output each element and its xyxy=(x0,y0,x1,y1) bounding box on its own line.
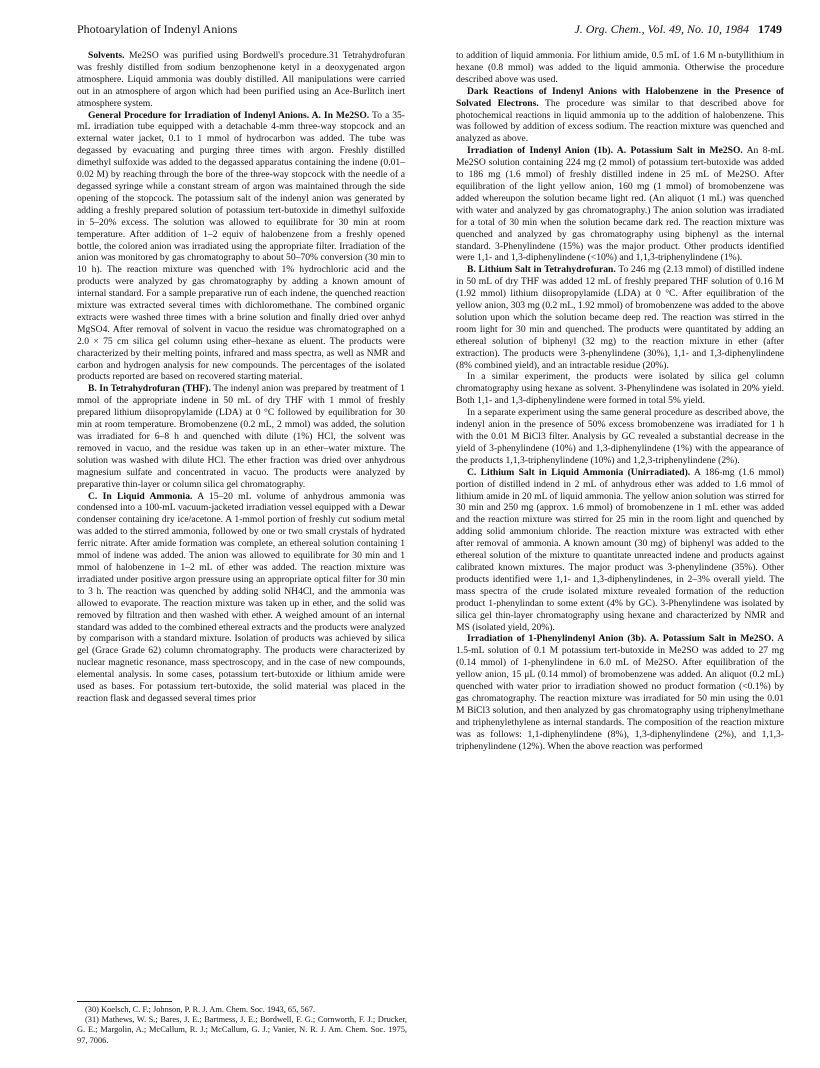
paragraph-heading: B. In Tetrahydrofuran (THF). xyxy=(88,383,211,395)
paragraph-heading: General Procedure for Irradiation of Indenyl Anions. A. In Me2SO. xyxy=(88,109,370,121)
paragraph-heading: Solvents. xyxy=(88,50,125,61)
footnotes xyxy=(77,1005,407,1046)
paragraph xyxy=(456,467,784,634)
footnote-rule xyxy=(77,1001,172,1002)
paragraph-text: In a separate experiment using the same general procedure as described above, the indenyl anion in the presence of 50% excess bromobenzene was irradiated for 1 h with the 0.01 M BiCl3 filter. Analysis by GC revealed a substantial decrease in the yield of 3-phenylindene (10%) and 1,3-diphenylindene (1%) with the appearance of the products 1,1,3-triphenylindene (10%) and 1,2,3-triphenylindene (2%). xyxy=(456,407,784,466)
paragraph-text: To 246 mg (2.13 mmol) of distilled indene in 50 mL of dry THF was added 12 mL of freshly prepared THF solution of 0.16 M (1.92 mmol) lithium diisopropylamide (LDA) at 0 °C. After equilibration of the yellow anion, 303 mg (0.2 mL, 1.92 mmol) of bromobenzene was added to the above solution upon which the solution became deep red. The reaction was stirred in the room light for 30 min and quenched. The products were quantitated by adding an ethereal solution of biphenyl (32 mg) to the reaction mixture in ether (after extraction). The products were 3-phenylindene (30%), 1,1- and 1,3-diphenylindene (8% combined yield), and an intractable residue (20%). xyxy=(456,264,784,371)
journal-info: J. Org. Chem., Vol. 49, No. 10, 1984 xyxy=(574,22,749,36)
paragraph xyxy=(456,50,784,86)
paragraph-heading: C. Lithium Salt in Liquid Ammonia (Unirradiated). xyxy=(467,466,691,478)
paragraph xyxy=(456,145,784,264)
paragraph xyxy=(456,407,784,467)
paragraph-text: An 8-mL Me2SO solution containing 224 mg (2 mmol) of potassium tert-butoxide was added to 186 mg (1.6 mmol) of freshly distilled indene in 25 mL of Me2SO. After equilibration of the light yellow anion, 160 mg (1 mmol) of bromobenzene was added whereupon the solution became light red. (An aliquot (1 mL) was quenched with water and analyzed by gas chromatography.) The anion solution was irradiated for a total of 30 min when the solution became dark red. The reaction mixture was quenched and analyzed by gas chromatography using biphenyl as the internal standard. 3-Phenylindene (15%) was the major product. Other products identified were 1,1- and 1,3-diphenylindene (<10%) and 1,1,3-triphenylindene (1%). xyxy=(456,145,784,264)
paragraph xyxy=(456,371,784,407)
footnote: (30) Koelsch, C. F.; Johnson, P. R. J. Am. Chem. Soc. 1943, 65, 567. xyxy=(85,1005,316,1014)
paragraph-text: To a 35-mL irradiation tube equipped with a detachable 4-mm three-way stopcock and an external water jacket, 0.1 to 1 mmol of hydrocarbon was added. The tube was degassed by evacuating and purging three times with argon. Freshly distilled dimethyl sulfoxide was added to the degassed apparatus containing the indene (0.01–0.02 M) by reaching through the bore of the three-way stopcock with the needle of a degassed syringe while a constant stream of argon was maintained through the side opening of the stopcock. The potassium salt of the indenyl anion was generated by adding a freshly prepared solution of potassium tert-butoxide in dimethyl sulfoxide in 5–20% excess. The solution was allowed to equilibrate for 30 min at room temperature. After addition of 1–2 equiv of halobenzene from a freshly opened bottle, the colored anion was irradiated using the appropriate filter. Irradiation of the anion was monitored by gas chromatography to about 50–70% conversion (30 min to 10 h). The reaction mixture was quenched with 1% hydrochloric acid and the products were analyzed by gas chromatography by adding a known amount of internal standard. For a sample preparative run of each indene, the quenched reaction mixture was extracted several times with dichloromethane. The combined organic extracts were washed three times with a brine solution and finally dried over anhyd MgSO4. After removal of solvent in vacuo the residue was chromatographed on a 2.0 × 75 cm silica gel column using ether–hexane as eluent. The products were characterized by their melting points, infrared and mass spectra, as well as NMR and carbon and hydrogen analysis for new compounds. The percentages of the isolated products reported are based on recovered starting material. xyxy=(77,109,405,383)
paragraph xyxy=(456,86,784,146)
paragraph xyxy=(456,264,784,371)
paragraph-text: to addition of liquid ammonia. For lithium amide, 0.5 mL of 1.6 M n-butyllithium in hexane (0.8 mmol) was added to the liquid ammonia. Otherwise the procedure described above was used. xyxy=(456,50,784,85)
paragraph-text: Me2SO was purified using Bordwell's procedure.31 Tetrahydrofuran was freshly distilled from sodium benzophenone ketyl in a deoxygenated argon atmosphere. Liquid ammonia was doubly distilled. All manipulations were carried out in an atmosphere of argon which had been purified using an Ace-Burlitch inert atmosphere system. xyxy=(77,50,405,109)
footnote: (31) Mathews, W. S.; Bares, J. E.; Bartmess, J. E.; Bordwell, F. G.; Cornworth, F. J.; Drucker, G. E.; Margolin, A.; McCallum, R. J.; McCallum, G. J.; Vanier, N. R. J. Am. Chem. Soc. 1975, 97, 7006. xyxy=(77,1015,407,1045)
paragraph xyxy=(77,491,405,705)
page-number: 1749 xyxy=(758,22,782,36)
paragraph-text: A 15–20 mL volume of anhydrous ammonia was condensed into a 100-mL vacuum-jacketed irradiation vessel equipped with a Dewar condenser containing dry ice/acetone. A 1-mmol portion of freshly cut sodium metal was added to the stirred ammonia, followed by one or two small crystals of hydrated ferric nitrate. After amide formation was complete, an ethereal solution containing 1 mmol of indene was added. The anion was allowed to equilibrate for 30 min and 1 mmol of halobenzene in 1–2 mL of ether was added. The reaction mixture was irradiated under positive argon pressure using an appropriate optical filter for 30 min to 3 h. The reaction was quenched by adding solid NH4Cl, and the ammonia was allowed to evaporate. The reaction mixture was taken up in ether, and the solid was removed by filtration and then washed with ether. A weighed amount of an internal standard was added to the combined ethereal extracts and the products were analyzed by comparison with a standard mixture. Isolation of products was achieved by silica gel (Grace Grade 62) column chromatography. The products were characterized by nuclear magnetic resonance, mass spectroscopy, and in the case of new compounds, elemental analysis. In some cases, potassium tert-butoxide or lithium amide were used as bases. For potassium tert-butoxide, the solid material was placed in the reaction flask and degassed several times prior xyxy=(77,490,406,704)
paragraph-heading: Irradiation of 1-Phenylindenyl Anion (3b). A. Potassium Salt in Me2SO. xyxy=(467,633,774,645)
paragraph xyxy=(77,50,405,110)
paragraph xyxy=(456,633,784,752)
paragraph xyxy=(77,110,405,384)
journal-citation xyxy=(574,22,782,37)
paragraph-text: The procedure was similar to that described above for photochemical reactions in liquid ammonia up to the addition of halobenzene. This was followed by addition of excess sodium. The reaction mixture was quenched and analyzed as above. xyxy=(456,97,784,145)
paragraph-heading: Irradiation of Indenyl Anion (1b). A. Potassium Salt in Me2SO. xyxy=(467,145,743,157)
paragraph-text: The indenyl anion was prepared by treatment of 1 mmol of the appropriate indene in 50 mL of dry THF with 1 mmol of freshly prepared lithium diisopropylamide (LDA) at 0 °C followed by equilibration for 30 min at room temperature. Bromobenzene (0.2 mL, 2 mmol) was added, the solution was irradiated for 6–8 h and quenched with dilute (1%) HCl, the solvent was removed in vacuo, and the residue was taken up in an ether–water mixture. The solution was washed with dilute HCl. The ether fraction was dried over anhydrous magnesium sulfate and concentrated in vacuo. The products were analyzed by preparative thin-layer or column silica gel chromatography. xyxy=(77,383,405,490)
paragraph-text: A 186-mg (1.6 mmol) portion of distilled indend in 2 mL of anhydrous ether was added to 1.6 mmol of lithium amide in 20 mL of liquid ammonia. The yellow anion solution was stirred for 30 min and 250 mg (approx. 1.6 mmol) of bromobenzene in 1 mL ether was added and the reaction mixture was stirred for 25 min in the room light and quenched by adding solid ammonium chloride. The reaction mixture was extracted with ether after removal of ammonia. A known amount (30 mg) of biphenyl was added to the ethereal solution of the mixture to quantitate unreacted indene and products against calibrated known mixtures. The major product was 3-phenylindene (35%). Other products identified were 1,1- and 1,3-diphenylindenes, in 2–3% overall yield. The mass spectra of the crude isolated mixture revealed formation of the reduction product 1-phenylindan to some extent (4% by GC). 3-Phenylindene was isolated by silica gel thin-layer chromatography using hexane and characterized by NMR and MS (isolated yield, 20%). xyxy=(456,466,784,633)
running-title: Photoarylation of Indenyl Anions xyxy=(77,22,238,36)
left-column xyxy=(77,50,405,705)
running-head xyxy=(77,22,782,40)
paragraph-heading: B. Lithium Salt in Tetrahydrofuran. xyxy=(467,264,616,276)
paragraph xyxy=(77,383,405,490)
right-column xyxy=(456,50,784,752)
paragraph-heading: C. In Liquid Ammonia. xyxy=(88,490,193,502)
paragraph-text: In a similar experiment, the products were isolated by silica gel column chromatography using hexane as solvent. 3-Phenylindene was isolated in 20% yield. Both 1,1- and 1,3-diphenylindene were formed in total 5% yield. xyxy=(456,371,784,407)
paragraph-text: A 1.5-mL solution of 0.1 M potassium tert-butoxide in Me2SO was added to 27 mg (0.14 mmol) of 1-phenylindene in 6.0 mL of Me2SO. After equilibration of the yellow anion, 15 μL (0.14 mmol) of bromobenzene was added. An aliquot (0.2 mL) quenched with water prior to irradiation showed no product formation (<0.1%) by gas chromatography. The reaction mixture was irradiated for 50 min using the 0.01 M BiCl3 solution, and then analyzed by gas chromatography using triphenylmethane and triphenylethylene as internal standards. The composition of the reaction mixture was as follows: 1,1-diphenylindene (8%), 1,3-diphenylindene (2%), and 1,1,3-triphenylindene (12%). When the above reaction was performed xyxy=(456,633,784,752)
paragraph-heading: Dark Reactions of Indenyl Anions with Halobenzene in the Presence of Solvated Electrons. xyxy=(456,85,784,109)
